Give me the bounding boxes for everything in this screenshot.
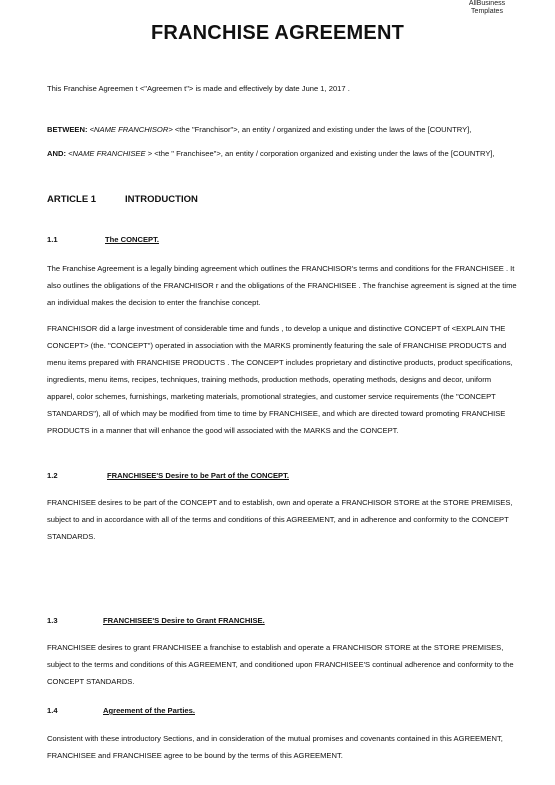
section-number: 1.4 bbox=[47, 706, 58, 715]
section-title: Agreement of the Parties. bbox=[103, 706, 195, 715]
and-label: AND: bbox=[47, 149, 66, 158]
franchisee-name: <NAME FRANCHISEE > bbox=[68, 149, 153, 158]
section-title: The CONCEPT. bbox=[105, 235, 160, 244]
section-number: 1.2 bbox=[47, 471, 58, 480]
section-heading bbox=[47, 616, 265, 625]
between-label: BETWEEN: bbox=[47, 125, 88, 134]
section-number: 1.1 bbox=[47, 235, 58, 244]
section-paragraph: Consistent with these introductory Sections, and in consideration of the mutual promises and covenants contained in this AGREEMENT, FRANCHISEE and FRANCHISEE agree to be bound by the terms of this AGREEMENT. bbox=[47, 734, 503, 760]
brand-line-2: Templates bbox=[471, 8, 503, 15]
brand-logo bbox=[447, 0, 527, 16]
section-paragraph: FRANCHISEE desires to grant FRANCHISEE a franchise to establish and operate a FRANCHISOR STORE at the STORE PREMISES, subject to the terms and conditions of this AGREEMENT, and conditioned upon FRANCHISEE'S continual adherence and conformity to the CONCEPT STANDARDS. bbox=[47, 643, 514, 686]
section-title: FRANCHISEE'S Desire to be Part of the CONCEPT. bbox=[107, 471, 289, 480]
section-title: FRANCHISEE'S Desire to Grant FRANCHISE. bbox=[103, 616, 265, 625]
intro-paragraph: This Franchise Agreemen t <"Agreemen t"> is made and effectively by date June 1, 2017 . bbox=[47, 84, 350, 93]
franchisor-name: <NAME FRANCHISOR> bbox=[89, 125, 173, 134]
article-title: INTRODUCTION bbox=[125, 194, 198, 205]
and-text: <the " Franchisee">, an entity / corporation organized and existing under the laws of the [COUNTRY], bbox=[152, 149, 495, 158]
brand-line-1: AllBusiness bbox=[468, 0, 506, 7]
section-paragraph: FRANCHISOR did a large investment of considerable time and funds , to develop a unique and distinctive CONCEPT of <EXPLAIN THE CONCEPT> (the. "CONCEPT") operated in association with the MARKS prominently featuring the sale of FRANCHISE PRODUCTS and menu items prepared with FRANCHISE PRODUCTS . The CONCEPT includes proprietary and distinctive products, product specifications, ingredients, menu items, recipes, techniques, training methods, production methods, operating methods, designs and decor, uniform apparel, color schemes, furnishings, marketing materials, promotional strategies, and customer service requirements (the "CONCEPT STANDARDS"), all of which may be modified from time to time by FRANCHISEE, and which are directed toward promoting FRANCHISE PRODUCTS in a manner that will enhance the good will associated with the MARKS and the CONCEPT. bbox=[47, 324, 513, 435]
article-heading bbox=[47, 194, 198, 205]
document-title: FRANCHISE AGREEMENT bbox=[150, 22, 405, 44]
section-number: 1.3 bbox=[47, 616, 58, 625]
article-number: ARTICLE 1 bbox=[47, 194, 97, 205]
section-paragraph: FRANCHISEE desires to be part of the CONCEPT and to establish, own and operate a FRANCHISOR STORE at the STORE PREMISES, subject to and in accordance with all of the terms and conditions of this AGREEMENT, and in adherence and conformity to the CONCEPT STANDARDS. bbox=[47, 498, 513, 541]
section-heading bbox=[47, 235, 160, 244]
section-heading bbox=[47, 471, 289, 480]
and-clause bbox=[47, 147, 517, 160]
section-paragraph: The Franchise Agreement is a legally binding agreement which outlines the FRANCHISOR's terms and conditions for the FRANCHISEE . It also outlines the obligations of the FRANCHISOR r and the obligations of the FRANCHISEE . The franchise agreement is signed at the time an individual makes the decision to enter the franchise concept. bbox=[47, 264, 517, 307]
section-heading bbox=[47, 706, 195, 715]
between-clause bbox=[47, 123, 517, 136]
between-text: <the "Franchisor">, an entity / organized and existing under the laws of the [COUNTRY], bbox=[172, 125, 472, 134]
